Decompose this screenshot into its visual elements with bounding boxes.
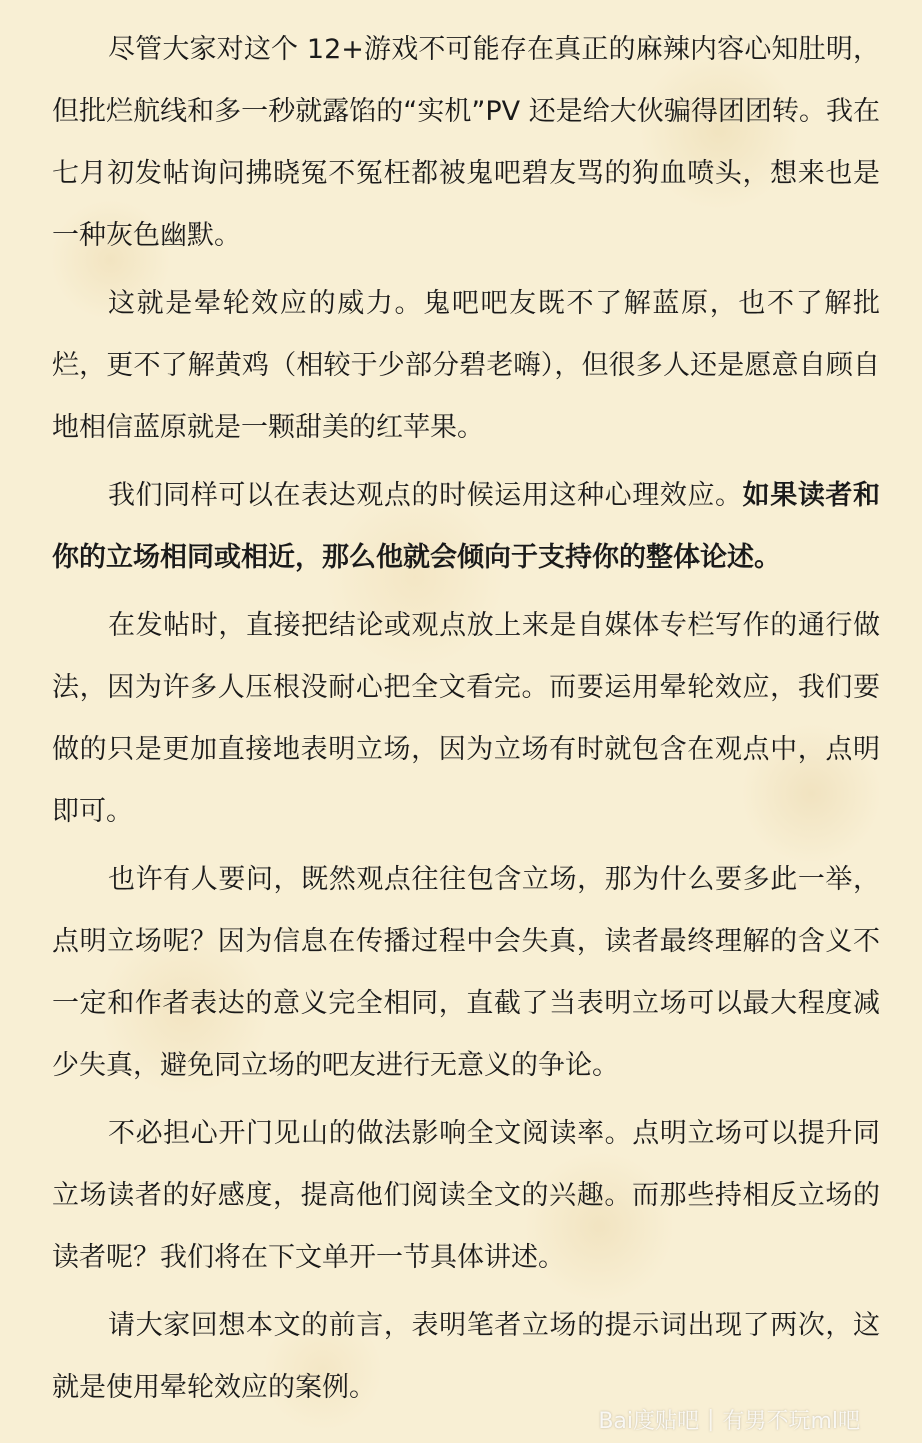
paragraph-7 <box>52 1295 880 1419</box>
baidu-tieba-logo: Bai度贴吧 <box>598 1409 700 1434</box>
paragraph-6 <box>52 1103 880 1289</box>
watermark-forum-name: 有男不玩ml吧 <box>722 1409 860 1434</box>
paragraph-5-text: 也许有人要问，既然观点往往包含立场，那为什么要多此一举，点明立场呢？因为信息在传播过程中会失真，读者最终理解的含义不一定和作者表达的意义完全相同，直截了当表明立场可以最大程度减少失真，避免同立场的吧友进行无意义的争论。 <box>52 864 880 1081</box>
watermark-separator: | <box>707 1407 715 1432</box>
paragraph-1 <box>52 19 880 267</box>
paragraph-5 <box>52 849 880 1097</box>
paragraph-3-bold-text: 如果读者和你的立场相同或相近，那么他就会倾向于支持你的整体论述。 <box>52 480 881 573</box>
paragraph-3-text: 我们同样可以在表达观点的时候运用这种心理效应。 <box>108 480 743 511</box>
paragraph-6-text: 不必担心开门见山的做法影响全文阅读率。点明立场可以提升同立场读者的好感度，提高他们阅读全文的兴趣。而那些持相反立场的读者呢？我们将在下文单开一节具体讲述。 <box>52 1118 880 1273</box>
paragraph-3 <box>52 465 880 589</box>
paragraph-2 <box>52 273 880 459</box>
paragraph-1-text: 尽管大家对这个 12+游戏不可能存在真正的麻辣内容心知肚明，但批烂航线和多一秒就露馅的“实机”PV 还是给大伙骗得团团转。我在七月初发帖询问拂晓冤不冤枉都被鬼吧碧友骂的狗血喷头，想来也是一种灰色幽默。 <box>52 34 880 251</box>
paragraph-4 <box>52 595 880 843</box>
article-body <box>52 19 880 1425</box>
paragraph-2-text: 这就是晕轮效应的威力。鬼吧吧友既不了解蓝原，也不了解批烂，更不了解黄鸡（相较于少部分碧老嗨），但很多人还是愿意自顾自地相信蓝原就是一颗甜美的红苹果。 <box>52 288 880 443</box>
paragraph-7-text: 请大家回想本文的前言，表明笔者立场的提示词出现了两次，这就是使用晕轮效应的案例。 <box>52 1310 880 1403</box>
baidu-tieba-watermark <box>598 1404 860 1435</box>
paragraph-4-text: 在发帖时，直接把结论或观点放上来是自媒体专栏写作的通行做法，因为许多人压根没耐心把全文看完。而要运用晕轮效应，我们要做的只是更加直接地表明立场，因为立场有时就包含在观点中，点明即可。 <box>52 610 880 827</box>
